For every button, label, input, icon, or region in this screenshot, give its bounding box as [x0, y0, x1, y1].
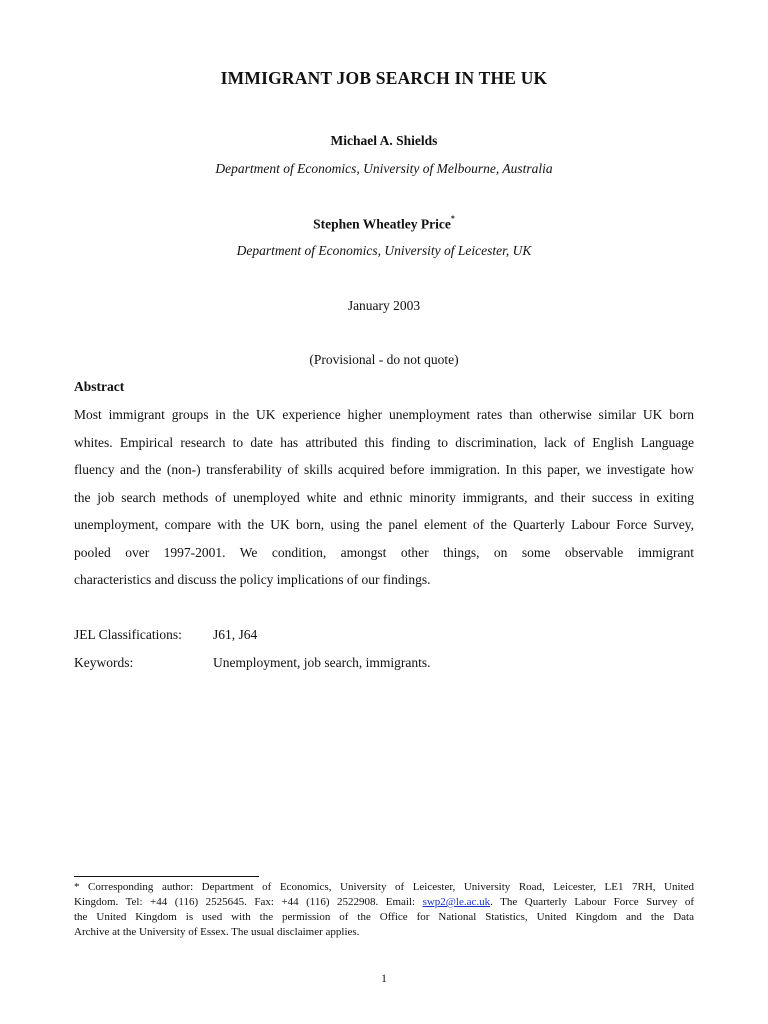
status-note: (Provisional - do not quote) — [309, 352, 459, 367]
jel-value: J61, J64 — [213, 627, 258, 642]
keywords-row — [74, 655, 430, 671]
jel-label: JEL Classifications: — [74, 627, 182, 642]
keywords-value: Unemployment, job search, immigrants. — [213, 655, 431, 670]
footnote-divider — [74, 876, 259, 877]
footnote-line-4: Archive at the University of Essex. The usual disclaimer applies. — [74, 926, 360, 938]
author-name-2-text: Stephen Wheatley Price — [313, 216, 451, 232]
abstract-line: characteristics and discuss the policy implications of our findings. — [74, 572, 431, 587]
abstract-heading: Abstract — [74, 379, 125, 394]
abstract-line: pooled over 1997-2001. We condition, amongst other things, on some observable immigrant — [74, 544, 694, 560]
abstract-body — [74, 401, 694, 594]
author-affiliation-1: Department of Economics, University of Melbourne, Australia — [215, 161, 553, 176]
email-link[interactable]: swp2@le.ac.uk — [422, 896, 491, 908]
abstract-line: the job search methods of unemployed white and ethnic minority immigrants, and their success in exiting — [74, 489, 694, 505]
footnote — [74, 880, 694, 940]
paper-title: IMMIGRANT JOB SEARCH IN THE UK — [220, 68, 548, 88]
keywords-label: Keywords: — [74, 655, 134, 670]
abstract-line: whites. Empirical research to date has attributed this finding to discrimination, lack of English Language — [74, 434, 694, 450]
jel-row — [74, 627, 257, 643]
footnote-marker: * — [450, 214, 455, 223]
footnote-line-1: * Corresponding author: Department of Economics, University of Leicester, University Road, Leicester, LE1 7RH, United — [74, 881, 694, 893]
footnote-line-3: the United Kingdom is used with the permission of the Office for National Statistics, United Kingdom and the Data — [74, 911, 694, 923]
abstract-line: Most immigrant groups in the UK experience higher unemployment rates than otherwise similar UK born — [74, 407, 694, 422]
abstract-line: fluency and the (non-) transferability of skills acquired before immigration. In this paper, we investigate how — [74, 462, 694, 477]
author-affiliation-2: Department of Economics, University of Leicester, UK — [236, 243, 532, 258]
paper-date: January 2003 — [347, 298, 421, 313]
author-name-1: Michael A. Shields — [330, 133, 438, 148]
page-number: 1 — [381, 973, 387, 985]
footnote-line-2-pre: Kingdom. Tel: +44 (116) 2525645. Fax: +44 (116) 2522908. Email: — [74, 896, 423, 908]
author-name-2 — [0, 216, 768, 233]
abstract-line: unemployment, compare with the UK born, using the panel element of the Quarterly Labour Force Survey, — [74, 517, 694, 532]
footnote-line-2-post: . The Quarterly Labour Force Survey of — [490, 896, 694, 908]
footnote-line-2 — [74, 895, 694, 910]
